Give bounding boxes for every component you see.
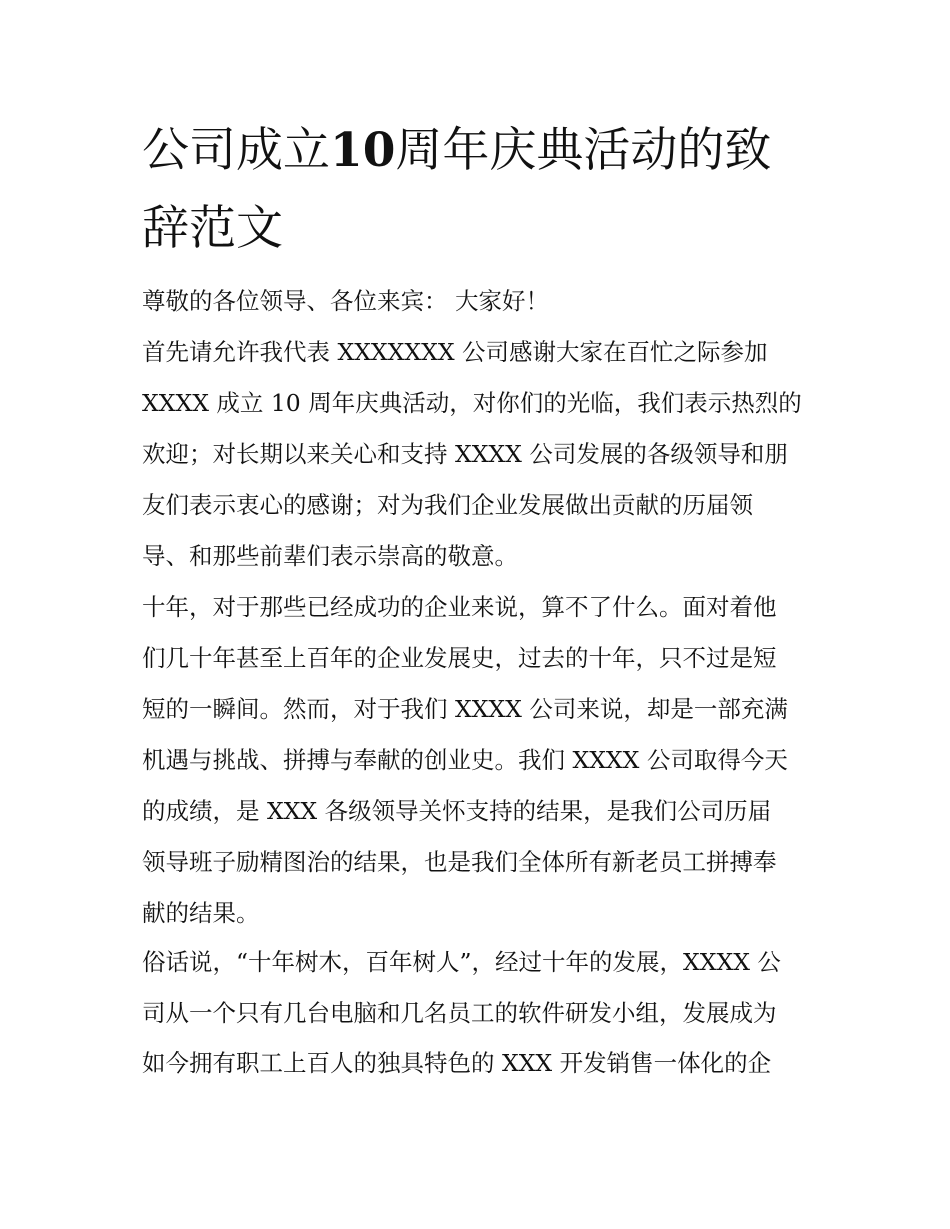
body-line-2: 首先请允许我代表 XXXXXXX 公司感谢大家在百忙之际参加	[142, 338, 768, 366]
title-line1-b: 周年庆典活动的致	[395, 123, 772, 178]
body-line-13: 献的结果。	[142, 899, 260, 927]
body-line-6: 导、和那些前辈们表示崇高的敬意。	[142, 542, 518, 570]
body-line-7: 十年，对于那些已经成功的企业来说，算不了什么。面对着他	[142, 593, 777, 621]
body-line-10: 机遇与挑战、拼搏与奉献的创业史。我们 XXXX 公司取得今天	[142, 746, 788, 774]
body-line-8: 们几十年甚至上百年的企业发展史，过去的十年，只不过是短	[142, 644, 777, 672]
title-line1-a: 公司成立	[142, 123, 330, 178]
title-line1-number: 10	[330, 123, 396, 178]
body-line-4: 欢迎；对长期以来关心和支持 XXXX 公司发展的各级领导和朋	[142, 440, 788, 468]
document-title	[142, 112, 771, 268]
body-line-15: 司从一个只有几台电脑和几名员工的软件研发小组，发展成为	[142, 999, 777, 1027]
body-line-9: 短的一瞬间。然而，对于我们 XXXX 公司来说，却是一部充满	[142, 695, 788, 723]
title-line2: 辞范文	[142, 201, 283, 256]
body-line-3: XXXX 成立 10 周年庆典活动，对你们的光临，我们表示热烈的	[142, 389, 802, 417]
body-line-11: 的成绩，是 XXX 各级领导关怀支持的结果，是我们公司历届	[142, 797, 772, 825]
body-line-14: 俗话说，“十年树木，百年树人”，经过十年的发展，XXXX 公	[142, 948, 781, 976]
body-line-1: 尊敬的各位领导、各位来宾： 大家好！	[142, 287, 549, 315]
body-line-5: 友们表示衷心的感谢；对为我们企业发展做出贡献的历届领	[142, 491, 753, 519]
body-line-12: 领导班子励精图治的结果，也是我们全体所有新老员工拼搏奉	[142, 848, 777, 876]
body-line-16: 如今拥有职工上百人的独具特色的 XXX 开发销售一体化的企	[142, 1049, 772, 1077]
